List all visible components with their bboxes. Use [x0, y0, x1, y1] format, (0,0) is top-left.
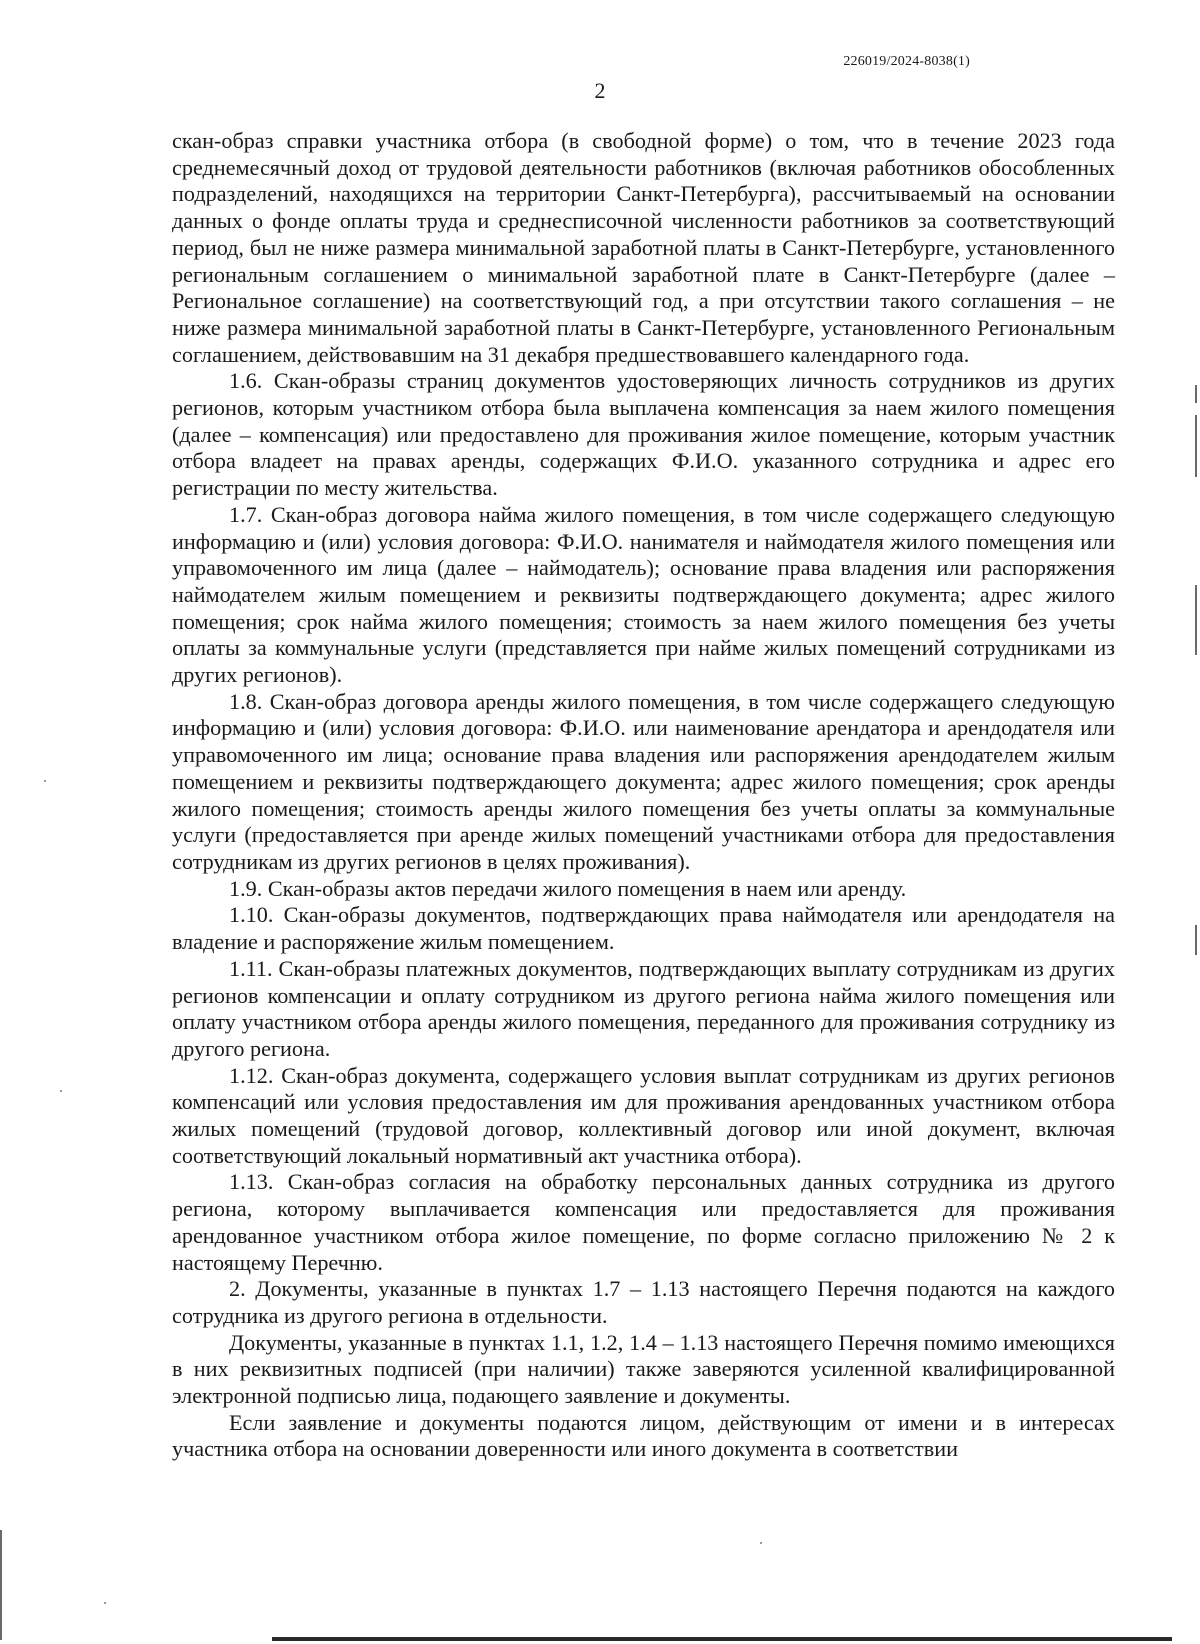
- paragraph-1-6: 1.6. Скан-образы страниц документов удостоверяющих личность сотрудников из других регионов, которым участником отбора была выплачена компенсация за наем жилого помещения (далее – компенсация) или предоставлено для проживания жилое помещение, которым участник отбора владеет на правах аренды, содержащих Ф.И.О. указанного сотрудника и адрес его регистрации по месту жительства.: [172, 368, 1115, 501]
- paragraph-1-8: 1.8. Скан-образ договора аренды жилого помещения, в том числе содержащего следующую информацию и (или) условия договора: Ф.И.О. или наименование арендатора и арендодателя или управомоченного им лица; основание права владения или распоряжения арендодателем жилым помещением и реквизиты подтверждающего документа; адрес жилого помещения; срок аренды жилого помещения; стоимость аренды жилого помещения без учеты оплаты за коммунальные услуги (предоставляется при аренде жилых помещений участниками отбора для предоставления сотрудникам из других регионов в целях проживания).: [172, 688, 1115, 874]
- document-number: 226019/2024-8038(1): [843, 54, 970, 69]
- scan-speck: [44, 780, 46, 782]
- paragraph-continuation: скан-образ справки участника отбора (в свободной форме) о том, что в течение 2023 года среднемесячный доход от трудовой деятельности работников (включая работников обособленных подразделений, находящихся на территории Санкт-Петербурга), рассчитываемый на основании данных о фонде оплаты труда и среднесписочной численности работников за соответствующий период, был не ниже размера минимальной заработной платы в Санкт-Петербурге, установленного региональным соглашением о минимальной заработной плате в Санкт-Петербурге (далее – Региональное соглашение) на соответствующий год, а при отсутствии такого соглашения – не ниже размера минимальной заработной платы в Санкт-Петербурге, установленного Региональным соглашением, действовавшим на 31 декабря предшествовавшего календарного года.: [172, 128, 1115, 367]
- paragraph-representative: Если заявление и документы подаются лицом, действующим от имени и в интересах участника отбора на основании доверенности или иного документа в соответствии: [172, 1409, 1115, 1462]
- paragraph-1-11: 1.11. Скан-образы платежных документов, подтверждающих выплату сотрудникам из других регионов компенсации и оплату сотрудником из другого региона найма жилого помещения или оплату участником отбора аренды жилого помещения, переданного для проживания сотруднику из другого региона.: [172, 955, 1115, 1061]
- scan-edge-mark: [0, 1530, 2, 1640]
- scan-edge-mark: [1195, 585, 1197, 655]
- paragraph-2: 2. Документы, указанные в пунктах 1.7 – 1.13 настоящего Перечня подаются на каждого сотрудника из другого региона в отдельности.: [172, 1276, 1115, 1328]
- paragraph-1-12: 1.12. Скан-образ документа, содержащего условия выплат сотрудникам из других регионов компенсаций или условия предоставления им для проживания арендованных участником отбора жилых помещений (трудовой договор, коллективный договор или иной документ, включая соответствующий локальный нормативный акт участника отбора).: [172, 1062, 1115, 1168]
- document-body: [172, 128, 1115, 1463]
- scan-speck: [760, 1542, 762, 1544]
- scan-bottom-edge: [272, 1637, 1172, 1641]
- scan-speck: [104, 1602, 106, 1604]
- paragraph-1-9: 1.9. Скан-образы актов передачи жилого помещения в наем или аренду.: [229, 875, 907, 901]
- paragraph-1-10: 1.10. Скан-образы документов, подтверждающих права наймодателя или арендодателя на владение и распоряжение жильм помещением.: [172, 902, 1115, 955]
- scan-edge-mark: [1195, 925, 1197, 955]
- scan-edge-mark: [1195, 415, 1197, 477]
- paragraph-signature-note: Документы, указанные в пунктах 1.1, 1.2, 1.4 – 1.13 настоящего Перечня помимо имеющихся в них реквизитных подписей (при наличии) также заверяются усиленной квалифицированной электронной подписью лица, подающего заявление и документы.: [172, 1329, 1115, 1409]
- scan-edge-mark: [1195, 385, 1197, 403]
- scan-speck: [60, 1090, 62, 1092]
- page-number: 2: [594, 78, 606, 103]
- paragraph-1-7: 1.7. Скан-образ договора найма жилого помещения, в том числе содержащего следующую информацию и (или) условия договора: Ф.И.О. нанимателя и наймодателя жилого помещения или управомоченного им лица (далее – наймодатель); основание права владения или распоряжения наймодателем жилым помещением и реквизиты подтверждающего документа; адрес жилого помещения; срок найма жилого помещения; стоимость за наем жилого помещения без учеты оплаты за коммунальные услуги (представляется при найме жилых помещений сотрудниками из других регионов).: [172, 501, 1115, 688]
- paragraph-1-13: 1.13. Скан-образ согласия на обработку персональных данных сотрудника из другого региона, которому выплачивается компенсация или предоставляется для проживания арендованное участником отбора жилое помещение, по форме согласно приложению № 2 к настоящему Перечню.: [172, 1169, 1115, 1275]
